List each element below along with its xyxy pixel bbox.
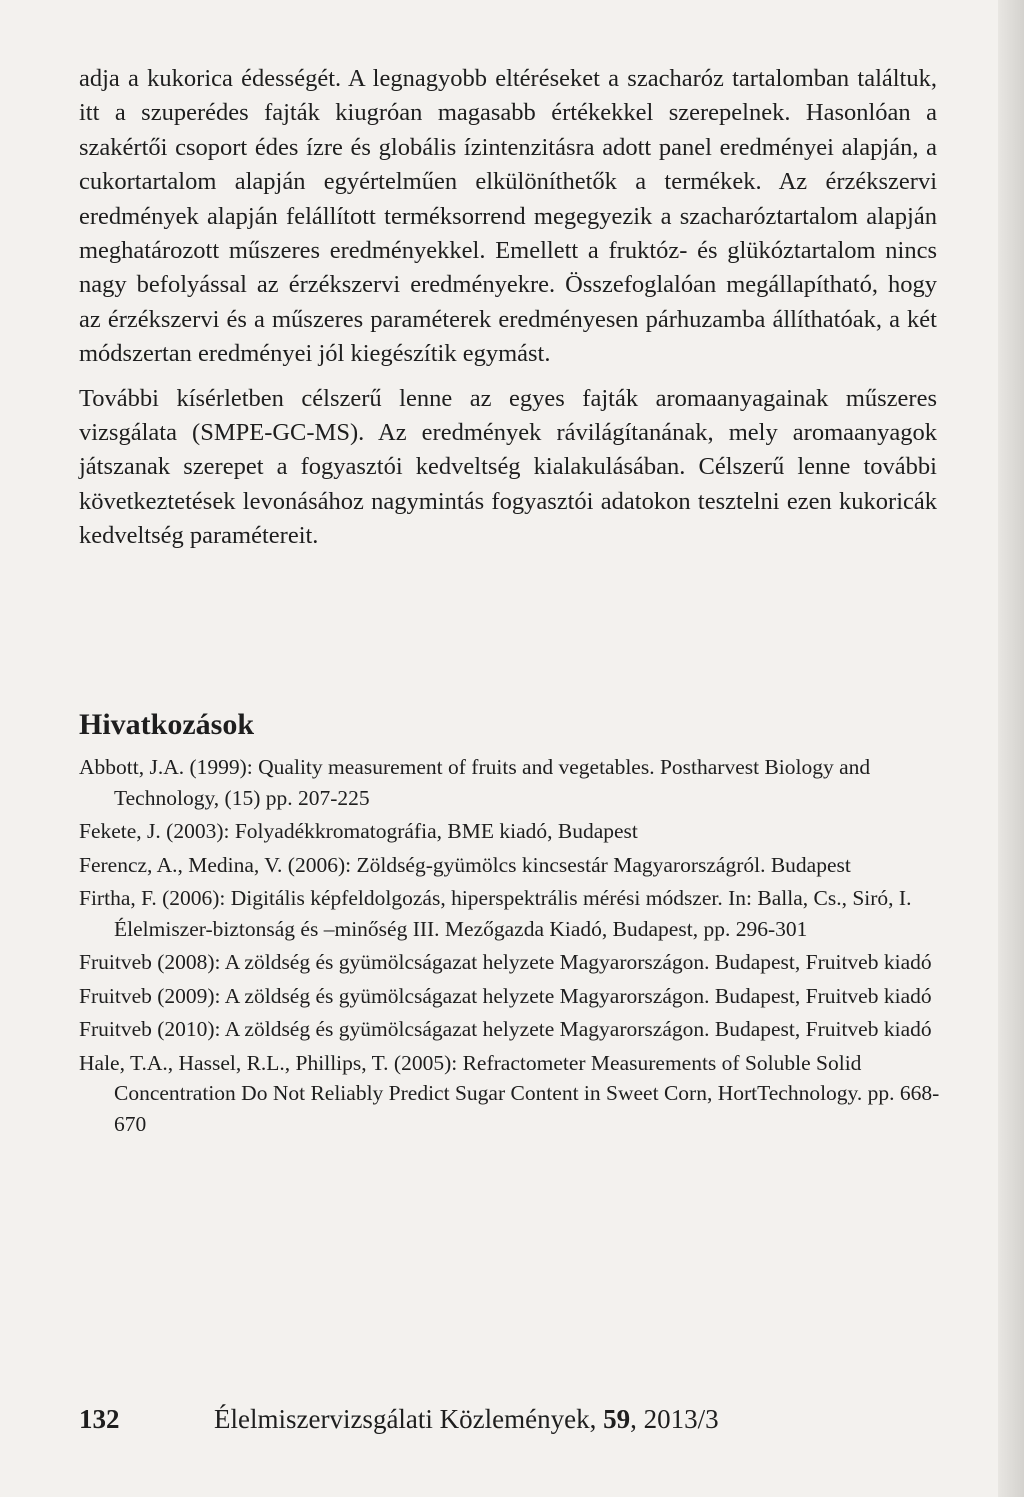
page-edge-shadow	[998, 0, 1024, 1497]
body-text	[79, 62, 937, 554]
paragraph-conclusion: adja a kukorica édességét. A legnagyobb eltéréseket a szacharóz tartalomban találtuk, itt a szuperédes fajták kiugróan magasabb értékekkel szerepelnek. Hasonlóan a szakértői csoport édes ízre és globális ízintenzitásra adott panel eredményei alapján, a cukortartalom alapján egyértelműen elkülöníthetők a termékek. Az érzékszervi eredmények alapján felállított terméksorrend megegyezik a szacharóztartalom alapján meghatározott műszeres eredményekkel. Emellett a fruktóz- és glükóztartalom nincs nagy befolyással az érzékszervi eredményekre. Összefoglalóan megállapítható, hogy az érzékszervi és a műszeres paraméterek eredményesen párhuzamba állíthatóak, a két módszertan eredményei jól kiegészítik egymást.	[79, 65, 937, 368]
reference-item: Ferencz, A., Medina, V. (2006): Zöldség-gyümölcs kincsestár Magyarországról. Budapest	[79, 852, 851, 877]
references-heading: Hivatkozások	[79, 708, 255, 741]
references-list	[79, 752, 949, 1142]
reference-item: Fruitveb (2009): A zöldség és gyümölcságazat helyzete Magyarországon. Budapest, Fruitveb kiadó	[79, 983, 932, 1008]
journal-name: Élelmiszervizsgálati Közlemények,	[214, 1404, 604, 1434]
paragraph-further-research: További kísérletben célszerű lenne az egyes fajták aromaanyagainak műszeres vizsgálata (SMPE-GC-MS). Az eredmények rávilágítanának, mely aromaanyagok játszanak szerepet a fogyasztói kedveltség kialakulásában. Célszerű lenne további következtetések levonásához nagymintás fogyasztói adatokon tesztelni ezen kukoricák kedveltség paramétereit.	[79, 384, 937, 550]
reference-item: Fruitveb (2008): A zöldség és gyümölcságazat helyzete Magyarországon. Budapest, Fruitveb kiadó	[79, 950, 932, 974]
reference-item: Abbott, J.A. (1999): Quality measurement of fruits and vegetables. Postharvest Biology and Technology, (15) pp. 207-225	[79, 755, 871, 810]
journal-volume: 59	[603, 1404, 631, 1434]
page-number: 132	[79, 1404, 120, 1434]
reference-item: Fruitveb (2010): A zöldség és gyümölcságazat helyzete Magyarországon. Budapest, Fruitveb kiadó	[79, 1017, 932, 1041]
reference-item: Hale, T.A., Hassel, R.L., Phillips, T. (2005): Refractometer Measurements of Soluble Solid Concentration Do Not Reliably Predict Sugar Content in Sweet Corn, HortTechnology. pp. 668-670	[79, 1050, 940, 1136]
page-footer	[79, 1404, 939, 1435]
reference-item: Fekete, J. (2003): Folyadékkromatográfia, BME kiadó, Budapest	[79, 819, 638, 843]
reference-item: Firtha, F. (2006): Digitális képfeldolgozás, hiperspektrális mérési módszer. In: Balla, Cs., Siró, I. Élelmiszer-biztonság és –minőség III. Mezőgazda Kiadó, Budapest, pp. 296-301	[79, 886, 912, 941]
journal-issue: , 2013/3	[630, 1404, 719, 1434]
